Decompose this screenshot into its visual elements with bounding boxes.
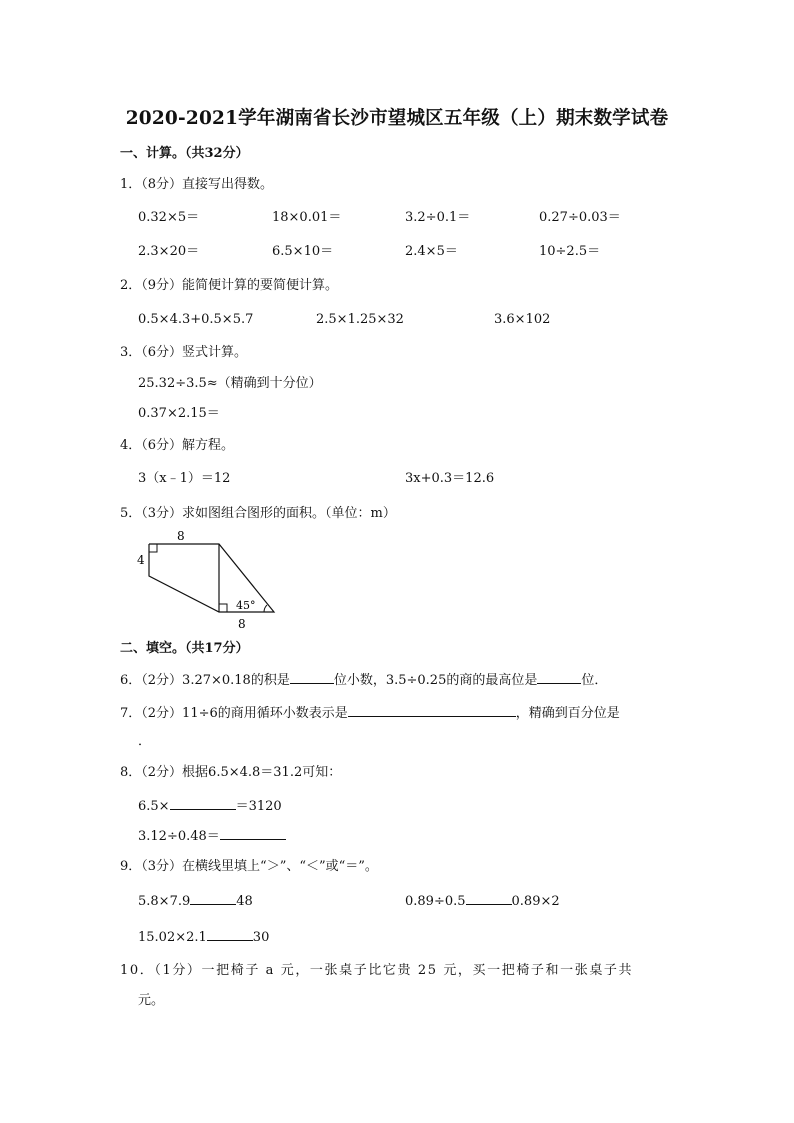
q6-text-b: 位小数，3.5÷0.25的商的最高位是: [333, 673, 538, 688]
q9-left: 15.02×2.1: [138, 930, 207, 945]
section-heading-fill-blank: 二、填空。（共17分）: [120, 641, 249, 656]
question-10-cont: [138, 992, 164, 1010]
question-6: [120, 671, 607, 690]
q9-item-a: [138, 892, 253, 911]
figure-label-angle: 45°: [236, 599, 256, 612]
q10-text-b: 元。: [138, 993, 165, 1008]
question-9-stem: 9．（3分）在横线里填上“＞”、“＜”或“＝”。: [120, 859, 378, 874]
q4-item-a: 3（x﹣1）＝12: [138, 471, 231, 486]
q8-item-a: [138, 797, 282, 816]
q2-item: 3.6×102: [494, 312, 551, 327]
question-3-stem: 3．（6分）竖式计算。: [120, 345, 248, 360]
q9-item-b: [405, 892, 560, 911]
q2-item: 0.5×4.3+0.5×5.7: [138, 312, 254, 327]
q1-item: 2.4×5＝: [405, 244, 458, 259]
answer-blank[interactable]: [190, 892, 236, 905]
question-4-stem: 4．（6分）解方程。: [120, 438, 235, 453]
q9-right: 0.89×2: [511, 894, 560, 909]
q9-left: 5.8×7.9: [138, 894, 191, 909]
q9-right: 30: [252, 930, 270, 945]
q7-text-c: ．: [138, 734, 152, 749]
q8-text-a1: 6.5×: [138, 799, 170, 814]
q6-text-c: 位．: [581, 673, 608, 688]
q8-text-b: 3.12÷0.48＝: [138, 829, 220, 844]
q4-item-b: 3x+0.3＝12.6: [405, 471, 495, 486]
page-title: 2020-2021学年湖南省长沙市望城区五年级（上）期末数学试卷: [125, 108, 669, 129]
q9-item-c: [138, 928, 269, 947]
q1-item: 10÷2.5＝: [539, 244, 601, 259]
question-10: 10．（1分）一把椅子 a 元，一张桌子比它贵 25 元，买一把椅子和一张桌子共: [120, 963, 634, 978]
answer-blank[interactable]: [170, 797, 236, 810]
q1-item: 0.32×5＝: [138, 210, 200, 225]
q3-item-b: 0.37×2.15＝: [138, 406, 220, 421]
q1-item: 0.27÷0.03＝: [539, 210, 621, 225]
answer-blank[interactable]: [290, 671, 334, 684]
q7-text-b: ，精确到百分位是: [515, 706, 620, 721]
figure-label-left: 4: [137, 553, 145, 567]
q8-text-a2: ＝3120: [235, 799, 282, 814]
answer-blank[interactable]: [207, 928, 253, 941]
question-5-stem: 5．（3分）求如图组合图形的面积。（单位：m）: [120, 506, 396, 521]
q3-item-a: 25.32÷3.5≈（精确到十分位）: [138, 376, 322, 391]
q9-right: 48: [236, 894, 253, 909]
answer-blank[interactable]: [220, 827, 286, 840]
q6-text-a: 6．（2分）3.27×0.18的积是: [120, 673, 290, 688]
answer-blank[interactable]: [348, 704, 516, 717]
q1-item: 3.2÷0.1＝: [405, 210, 471, 225]
section-heading-calculation: 一、计算。（共32分）: [120, 146, 249, 161]
q8-item-b: [138, 827, 286, 846]
q9-left: 0.89÷0.5: [405, 894, 466, 909]
question-2-stem: 2．（9分）能简便计算的要简便计算。: [120, 278, 339, 293]
question-1-stem: 1．（8分）直接写出得数。: [120, 177, 274, 192]
figure-label-top: 8: [177, 529, 185, 543]
answer-blank[interactable]: [537, 671, 581, 684]
q1-item: 2.3×20＝: [138, 244, 200, 259]
q7-text-a: 7．（2分）11÷6的商用循环小数表示是: [120, 706, 348, 721]
figure-label-bottom: 8: [238, 617, 246, 631]
composite-figure: [130, 528, 290, 632]
question-7: [120, 704, 620, 723]
q1-item: 18×0.01＝: [272, 210, 342, 225]
q2-item: 2.5×1.25×32: [316, 312, 404, 327]
question-8-stem: 8．（2分）根据6.5×4.8＝31.2可知：: [120, 765, 342, 780]
answer-blank[interactable]: [466, 892, 512, 905]
q1-item: 6.5×10＝: [272, 244, 334, 259]
